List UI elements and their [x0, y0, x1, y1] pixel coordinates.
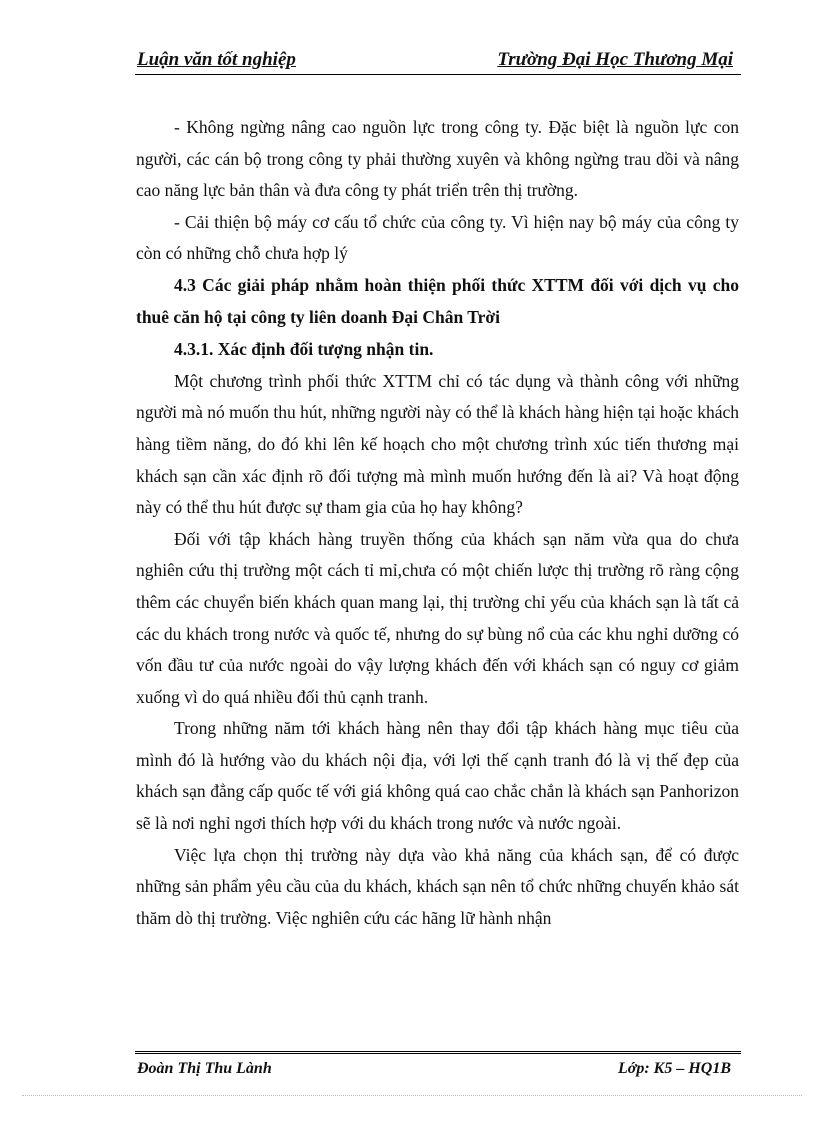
paragraph-traditional-customers: Đối với tập khách hàng truyền thống của khách sạn năm vừa qua do chưa nghiên cứu thị trường một cách tỉ mỉ,chưa có một chiến lược thị trường rõ ràng cộng thêm các chuyển biến khách quan mang lại, thị trường chỉ yếu của khách sạn là tất cả các du khách trong nước và quốc tế, nhưng do sự bùng nổ của các khu nghỉ dưỡng có vốn đầu tư của nước ngoài do vậy lượng khách đến với khách sạn có nguy cơ giảm xuống vì do quá nhiều đối thủ cạnh tranh. — [136, 528, 739, 707]
paragraph-future-target: Trong những năm tới khách hàng nên thay đổi tập khách hàng mục tiêu của mình đó là hướng vào du khách nội địa, với lợi thế cạnh tranh đó là vị thế đẹp của khách sạn đẳng cấp quốc tế với giá không quá cao chắc chắn là khách sạn Panhorizon sẽ là nơi nghỉ ngơi thích hợp với du khách trong nước và nước ngoài. — [136, 718, 739, 834]
footer-class: Lớp: K5 – HQ1B — [617, 1060, 731, 1077]
section-heading-4-3: 4.3 Các giải pháp nhằm hoàn thiện phối thức XTTM đối với dịch vụ cho thuê căn hộ tại công ty liên doanh Đại Chân Trời — [136, 274, 739, 327]
header-thesis-label: Luận văn tốt nghiệp — [137, 49, 296, 70]
header-university-name: Trường Đại Học Thương Mại — [497, 49, 733, 70]
paragraph-target-audience: Một chương trình phối thức XTTM chỉ có tác dụng và thành công với những người mà nó muốn thu hút, những người này có thể là khách hàng hiện tại hoặc khách hàng tiềm năng, do đó khi lên kế hoạch cho một chương trình xúc tiến thương mại khách sạn cần xác định rõ đối tượng mà mình muốn hướng đến là ai? Và hoạt động này có thể thu hút được sự tham gia của họ hay không? — [136, 370, 739, 518]
page-body — [136, 112, 739, 934]
paragraph-org-structure: - Cải thiện bộ máy cơ cấu tổ chức của công ty. Vì hiện nay bộ máy của công ty còn có những chỗ chưa hợp lý — [136, 211, 739, 264]
footer-author: Đoàn Thị Thu Lành — [137, 1060, 272, 1077]
paragraph-human-resources: - Không ngừng nâng cao nguồn lực trong công ty. Đặc biệt là nguồn lực con người, các cán bộ trong công ty phải thường xuyên và không ngừng trau dồi và nâng cao năng lực bản thân và đưa công ty phát triển trên thị trường. — [136, 117, 739, 201]
page-edge-divider — [22, 1095, 802, 1096]
page-header — [135, 46, 741, 75]
paragraph-market-selection: Việc lựa chọn thị trường này dựa vào khả năng của khách sạn, để có được những sản phẩm yêu cầu của du khách, khách sạn nên tổ chức những chuyến khảo sát thăm dò thị trường. Việc nghiên cứu các hãng lữ hành nhận — [136, 844, 739, 928]
subsection-heading-4-3-1: 4.3.1. Xác định đối tượng nhận tin. — [174, 339, 434, 360]
page-footer — [135, 1051, 741, 1080]
